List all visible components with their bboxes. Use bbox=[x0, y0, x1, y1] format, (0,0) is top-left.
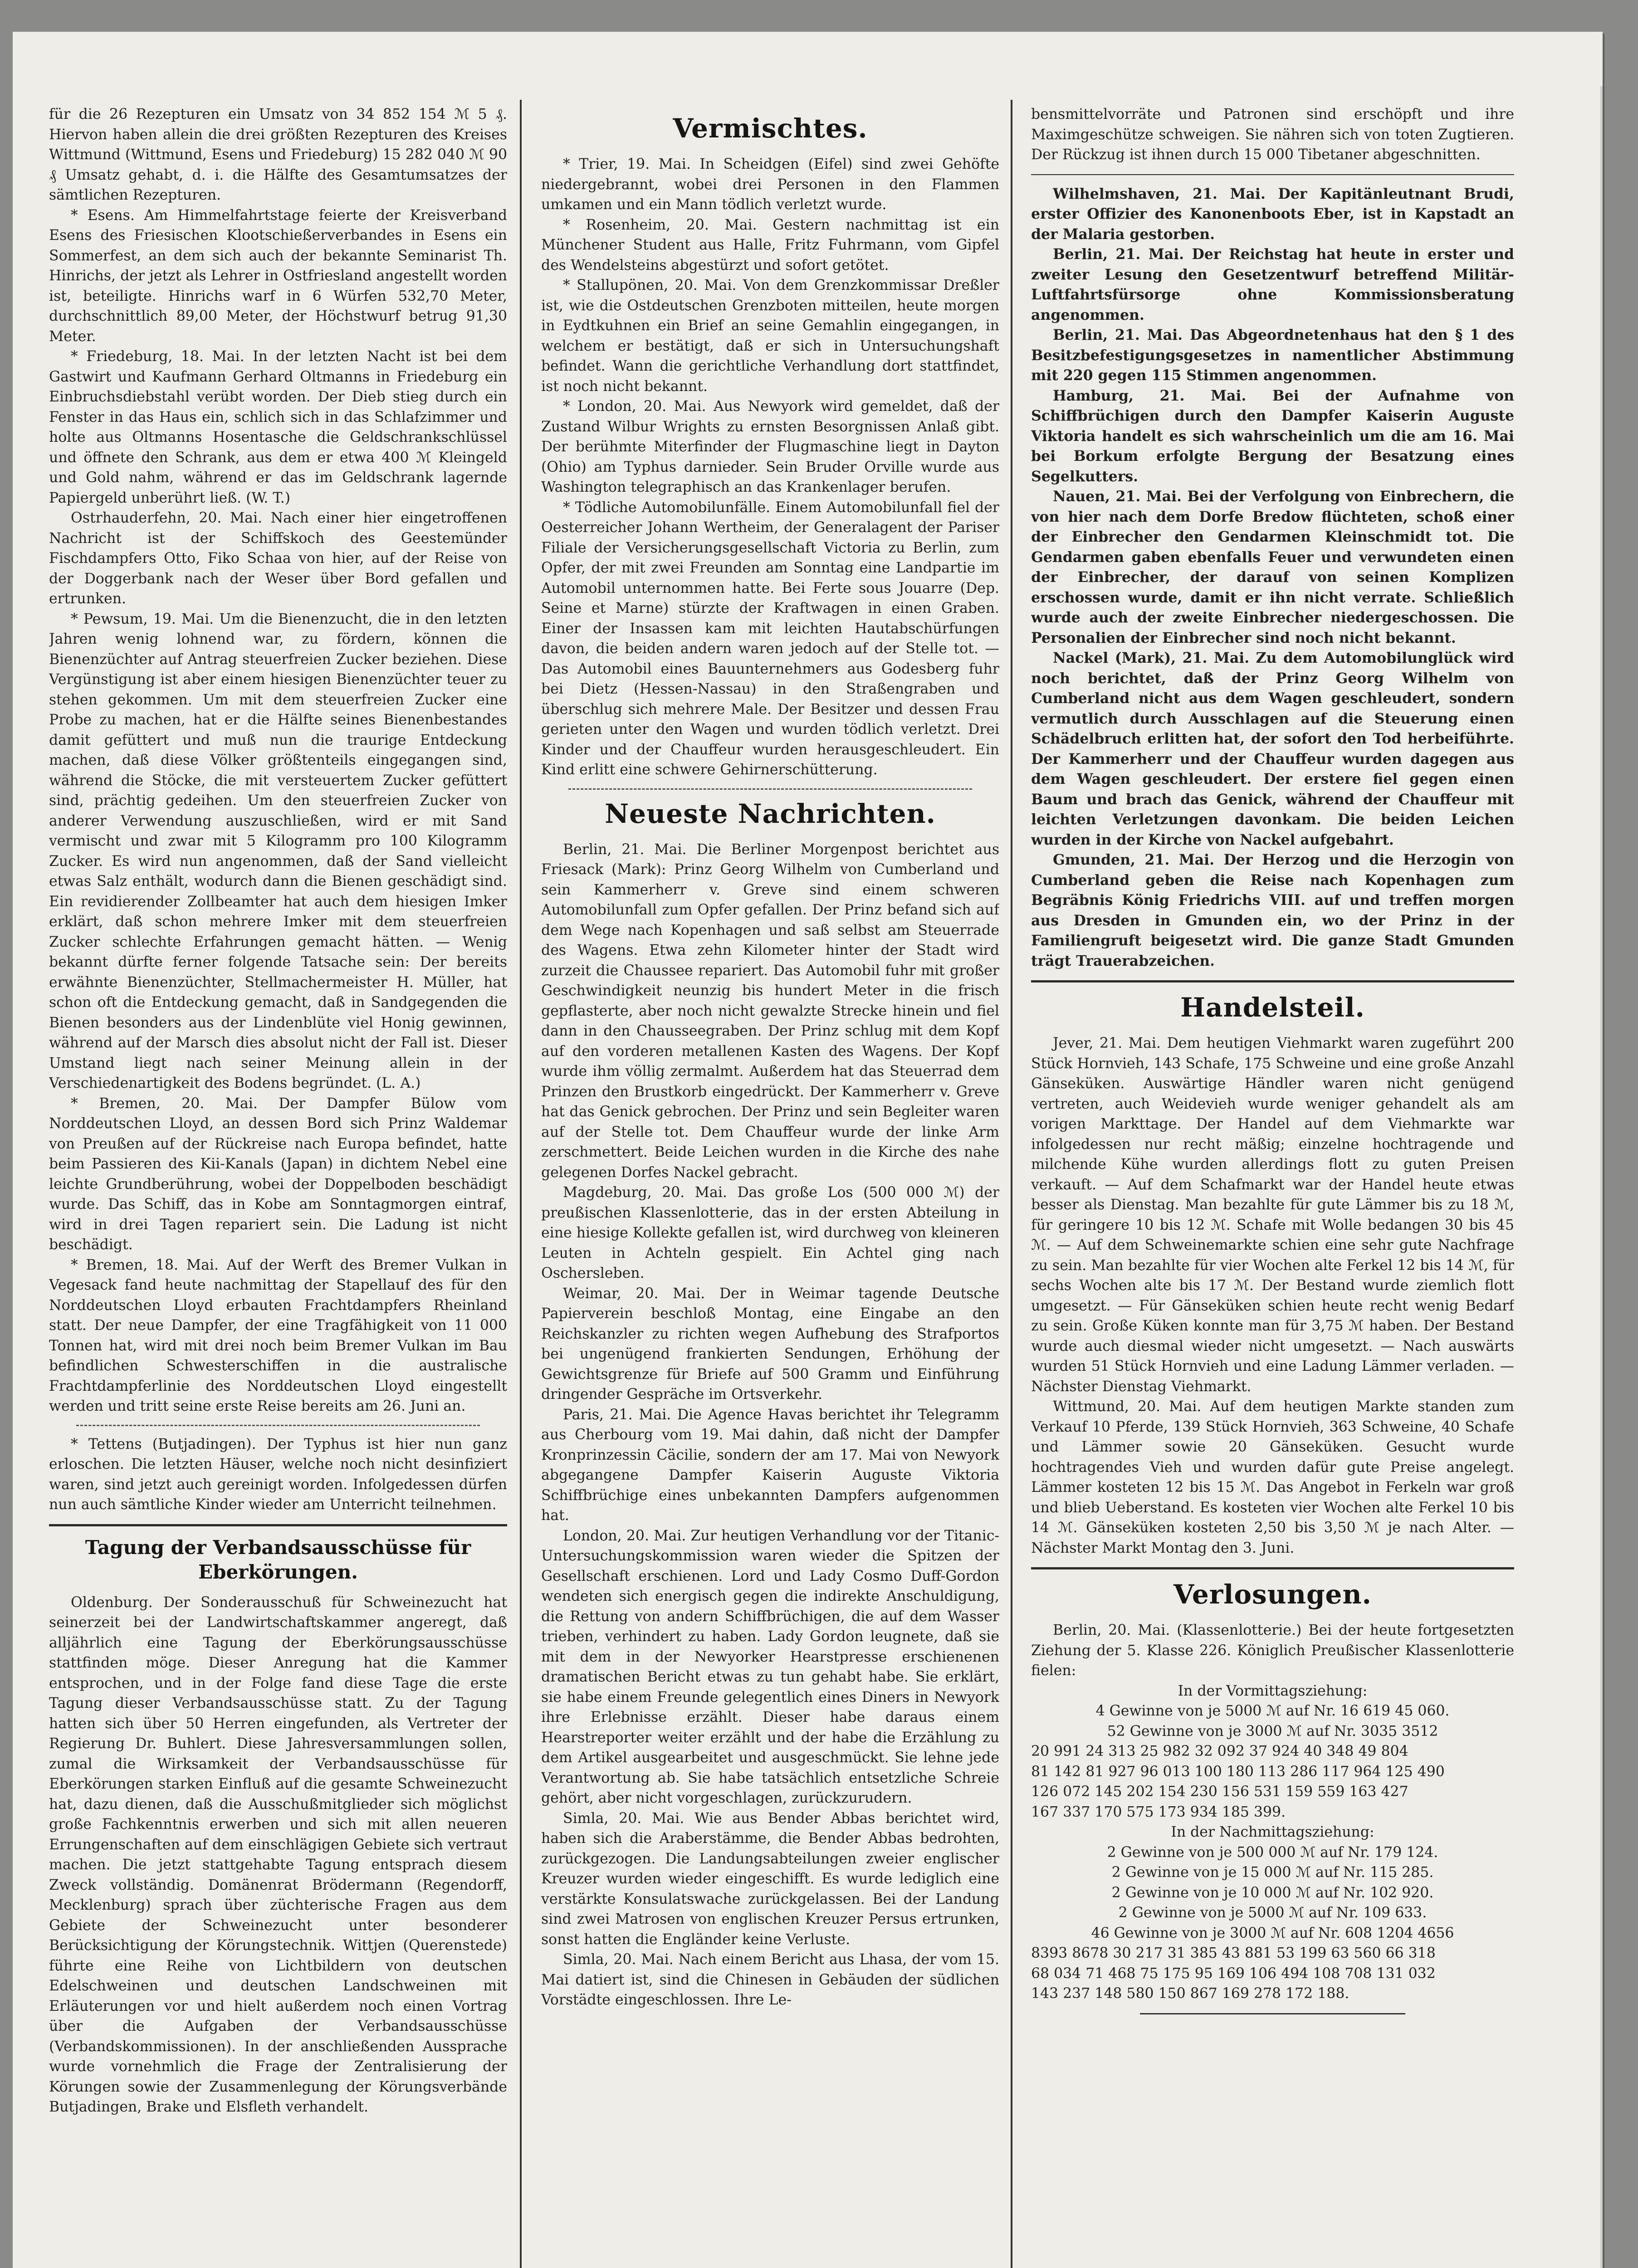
paragraph: * Esens. Am Himmelfahrtstage feierte der Kreisverband Esens des Friesischen Klootschießerverbandes in Esens ein Sommerfest, an dem sich auch der bekannte Seminarist Th. Hinrichs, der jetzt als Lehrer in Ostfriesland angestellt worden ist, beteiligte. Hinrichs warf in 6 Würfen 532,70 Meter, durchschnittlich 89,00 Meter, der Höchstwurf betrug 91,30 Meter. bbox=[49, 207, 507, 345]
paragraph: * Bremen, 18. Mai. Auf der Werft des Bremer Vulkan in Vegesack fand heute nachmittag der Stapellauf des für den Norddeutschen Lloyd erbauten Frachtdampfers Rheinland statt. Der neue Dampfer, der eine Tragfähigkeit von 11 000 Tonnen hat, wird mit drei noch beim Bremer Vulkan im Bau befindlichen Schwesterschiffen in die australische Frachtdampferlinie des Norddeutschen Lloyd eingestellt werden und tritt seine erste Reise bereits am 26. Juni an. bbox=[49, 1256, 507, 1414]
lottery-line: 81 142 81 927 96 013 100 180 113 286 117 964 125 490 bbox=[1031, 1763, 1445, 1780]
paragraph: Oldenburg. Der Sonderausschuß für Schweinezucht hat seinerzeit bei der Landwirtschaftskammer angeregt, daß alljährlich eine Tagung der Eberkörungsausschüsse stattfinden möge. Dieser Anregung hat die Kammer entsprochen, und in der Folge fand diese Tage die erste Tagung dieser Verbandsausschüsse statt. Zu der Tagung hatten sich über 50 Herren eingefunden, als Vertreter der Regierung Dr. Buhlert. Diese Jahresversammlungen sollen, zumal die Wirksamkeit der Verbandsausschüsse für Eberkörungen starken Einfluß auf die gesamte Schweinezucht hat, dazu dienen, daß die Ausschußmitglieder sich möglichst große Fachkenntnis erwerben und sich mit allen neueren Errungenschaften auf dem einschlägigen Gebiete sich vertraut machen. Die jetzt stattgehabte Tagung entsprach diesem Zweck vollständig. Domänenrat Brödermann (Regendorff, Mecklenburg) sprach über züchterische Fragen aus dem Gebiete der Schweinezucht unter besonderer Berücksichtigung der Körungstechnik. Wittjen (Querenstede) führte eine Reihe von Lichtbildern von deutschen Edelschweinen und deutschen Landschweinen mit Erläuterungen vor und hielt außerdem noch einen Vortrag über die Aufgaben der Verbandsausschüsse (Verbandskommissionen). In der anschließenden Aussprache wurde vornehmlich die Frage der Zentralisierung der Körungen sowie der Zusammenlegung der Körungsverbände Butjadingen, Brake und Elsfleth verhandelt. bbox=[49, 1594, 507, 2115]
paragraph: Jever, 21. Mai. Dem heutigen Viehmarkt waren zugeführt 200 Stück Hornvieh, 143 Schafe, 175 Schweine und eine große Anzahl Gänseküken. Auswärtige Händler waren nicht genügend vertreten, auch Weidevieh wurde weniger gehandelt als am vorigen Markttage. Der Handel auf dem Viehmarkte war infolgedessen nur recht mäßig; einzelne hochtragende und milchende Kühe wurden allerdings flott zu guten Preisen verkauft. — Auf dem Schafmarkt war der Handel heute etwas besser als Dienstag. Man bezahlte für gute Lämmer bis zu 18 ℳ, für geringere 10 bis 12 ℳ. Schafe mit Wolle bedangen 30 bis 45 ℳ. — Auf dem Schweinemarkte schien eine sehr gute Nachfrage zu sein. Man bezahlte für vier Wochen alte Ferkel 12 bis 14 ℳ, für sechs Wochen alte bis 17 ℳ. Der Bestand wurde ziemlich flott umgesetzt. — Für Gänseküken schien heute recht wenig Bedarf zu sein. Große Küken konnte man für 3,75 ℳ haben. Der Bestand wurde auch diesmal wieder nicht umgesetzt. — Nach auswärts wurden 51 Stück Hornvieh und eine Ladung Lämmer verladen. — Nächster Dienstag Viehmarkt. bbox=[1031, 1035, 1514, 1395]
paragraph: Wilhelmshaven, 21. Mai. Der Kapitänleutnant Brudi, erster Offizier des Kanonenboots Eber, ist in Kapstadt an der Malaria gestorben. bbox=[1031, 185, 1514, 243]
paragraph: Wittmund, 20. Mai. Auf dem heutigen Markte standen zum Verkauf 10 Pferde, 139 Stück Hornvieh, 363 Schweine, 40 Schafe und Lämmer sowie 20 Gänseküken. Gesucht wurde hochtragendes Vieh und wurden dafür gute Preise angelegt. Lämmer kosteten 12 bis 15 ℳ. Das Angebot in Ferkeln war groß und blieb Ueberstand. Es kosteten vier Wochen alte Ferkel 10 bis 14 ℳ. Gänseküken kosteten 2,50 bis 3,50 ℳ je nach Alter. — Nächster Markt Montag den 3. Juni. bbox=[1031, 1398, 1514, 1556]
divider bbox=[1031, 1567, 1514, 1569]
section-title: Handelsteil. bbox=[1180, 992, 1365, 1023]
paragraph: London, 20. Mai. Zur heutigen Verhandlung vor der Titanic-Untersuchungskommission waren wieder die Spitzen der Gesellschaft erschienen. Lord und Lady Cosmo Duff-Gordon wendeten sich energisch gegen die indirekte Anschuldigung, die Rettung von andern Schiffbrüchigen, die auf dem Wasser trieben, verhindert zu haben. Lady Gordon leugnete, daß sie mit dem in der Newyorker Hearstpresse erschienenen dramatischen Bericht etwas zu tun gehabt habe. Sie erklärt, sie habe einem Freunde gelegentlich eines Diners in Newyork ihre Erlebnisse erzählt. Dieser habe daraus einem Hearstreporter weiter erzählt und der habe die Erzählung zu dem Artikel ausgearbeitet und ausgeschmückt. Sie lehne jede Verantwortung ab. Sie habe tatsächlich entsetzliche Schreie gehört, aber nicht vorgeschlagen, zurückzurudern. bbox=[541, 1527, 999, 1806]
column-rule-1 bbox=[520, 100, 522, 2268]
paragraph: Berlin, 21. Mai. Der Reichstag hat heute in erster und zweiter Lesung den Gesetzentwurf betreffend Militär-Luftfahrtsfürsorge ohne Kommissionsberatung angenommen. bbox=[1031, 246, 1514, 323]
lottery-line: 68 034 71 468 75 175 95 169 106 494 108 708 131 032 bbox=[1031, 1965, 1436, 1982]
paragraph: Nackel (Mark), 21. Mai. Zu dem Automobilunglück wird noch berichtet, daß der Prinz Georg Wilhelm von Cumberland nicht aus dem Wagen geschleudert, sondern vermutlich durch Ausschlagen auf die Steuerung einen Schädelbruch erlitten hat, der sofort den Tod herbeiführte. Der Kammerherr und der Chauffeur wurden dagegen aus dem Wagen geschleudert. Der erstere fiel gegen einen Baum und brach das Genick, während der Chauffeur mit leichten Verletzungen davonkam. Die beiden Leichen wurden in der Kirche von Nackel aufgebahrt. bbox=[1031, 650, 1514, 848]
divider bbox=[1031, 980, 1514, 982]
paragraph: Nauen, 21. Mai. Bei der Verfolgung von Einbrechern, die von hier nach dem Dorfe Bredow flüchteten, schoß einer der Einbrecher den Gendarmen Kleinschmidt tot. Die Gendarmen gaben ebenfalls Feuer und verwundeten einen der Einbrecher, der darauf von seinen Komplizen erschossen wurde, damit er ihn nicht verrate. Schließlich wurde auch der zweite Einbrecher niedergeschossen. Die Personalien der Einbrecher sind noch nicht bekannt. bbox=[1031, 488, 1514, 646]
lottery-line: 126 072 145 202 154 230 156 531 159 559 163 427 bbox=[1031, 1784, 1408, 1800]
paragraph: * Rosenheim, 20. Mai. Gestern nachmittag ist ein Münchener Student aus Halle, Fritz Fuhrmann, vom Gipfel des Wendelsteins abgestürzt und sofort getötet. bbox=[541, 216, 999, 274]
paragraph: Ostrhauderfehn, 20. Mai. Nach einer hier eingetroffenen Nachricht ist der Schiffskoch des Geestemünder Fischdampfers Otto, Fiko Schaa von hier, auf der Reise von der Doggerbank nach der Weser über Bord gefallen und ertrunken. bbox=[49, 510, 507, 607]
lottery-line: 2 Gewinne von je 15 000 ℳ auf Nr. 115 285. bbox=[1111, 1864, 1434, 1881]
divider bbox=[49, 1524, 507, 1526]
divider bbox=[568, 788, 972, 790]
lottery-line: 2 Gewinne von je 500 000 ℳ auf Nr. 179 124. bbox=[1107, 1844, 1438, 1861]
paragraph: * Friedeburg, 18. Mai. In der letzten Nacht ist bei dem Gastwirt und Kaufmann Gerhard Oltmanns in Friedeburg ein Einbruchsdiebstahl verübt worden. Der Dieb stieg durch ein Fenster in das Haus ein, schlich sich in das Schlafzimmer und holte aus Oltmanns Hosentasche die Geldschrankschlüssel und öffnete den Schrank, aus dem er etwa 400 ℳ Kleingeld und Gold nahm, während er das im Geldschrank lagernde Papiergeld unberührt ließ. (W. T.) bbox=[49, 348, 507, 506]
divider bbox=[1140, 2013, 1405, 2014]
paragraph: * Tödliche Automobilunfälle. Einem Automobilunfall fiel der Oesterreicher Johann Wertheim, der Generalagent der Pariser Filiale der Versicherungsgesellschaft Victoria zu Berlin, zum Opfer, der mit zwei Freunden am Sonntag eine Landpartie im Automobil unternommen hatte. Bei Ferte sous Jouarre (Dep. Seine et Marne) stürzte der Kraftwagen in einen Graben. Einer der Insassen kam mit leichten Hautabschürfungen davon, die beiden andern waren jedoch auf der Stelle tot. — Das Automobil eines Bauunternehmers aus Godesberg fuhr bei Dietz (Hessen-Nassau) in den Straßengraben und überschlug sich mehrere Male. Der Besitzer und dessen Frau gerieten unter den Wagen und wurden tödlich verletzt. Drei Kinder und der Chauffeur wurden herausgeschleudert. Ein Kind erlitt eine schwere Gehirnerschütterung. bbox=[541, 499, 999, 778]
paragraph: Weimar, 20. Mai. Der in Weimar tagende Deutsche Papierverein beschloß Montag, eine Eingabe an den Reichskanzler zu richten wegen Aufhebung des Strafportos bei ungenügend frankierten Sendungen, Erhöhung der Gewichtsgrenze für Briefe auf 500 Gramm und Einführung dringender Gespräche im Ortsverkehr. bbox=[541, 1285, 999, 1403]
paragraph: für die 26 Rezepturen ein Umsatz von 34 852 154 ℳ 5 ₰. Hiervon haben allein die drei größten Rezepturen des Kreises Wittmund (Wittmund, Esens und Friedeburg) 15 282 040 ℳ 90 ₰ Umsatz gehabt, d. i. die Hälfte des Gesamtumsatzes der sämtlichen Rezepturen. bbox=[49, 106, 507, 203]
paragraph: Gmunden, 21. Mai. Der Herzog und die Herzogin von Cumberland geben die Reise nach Kopenhagen zum Begräbnis König Friedrichs VIII. auf und treffen morgen aus Dresden in Gmunden ein, wo der Prinz in der Familiengruft beigesetzt wird. Die ganze Stadt Gmunden trägt Trauerabzeichen. bbox=[1031, 851, 1514, 969]
section-title: Tagung der Verbandsausschüsse für Eberkörungen. bbox=[85, 1536, 471, 1583]
paragraph: Berlin, 20. Mai. (Klassenlotterie.) Bei der heute fortgesetzten Ziehung der 5. Klasse 226. Königlich Preußischer Klassenlotterie fielen: bbox=[1031, 1622, 1514, 1679]
column-left bbox=[49, 104, 507, 2268]
page-edge bbox=[1600, 86, 1603, 2268]
paragraph: * Bremen, 20. Mai. Der Dampfer Bülow vom Norddeutschen Lloyd, an dessen Bord sich Prinz Waldemar von Preußen auf der Rückreise nach Europa befindet, hatte beim Passieren des Kii-Kanals (Japan) in dichtem Nebel eine leichte Grundberührung, wobei der Doppelboden beschädigt wurde. Das Schiff, das in Kobe am Sonntagmorgen eintraf, wird in drei Tagen repariert sein. Die Ladung ist nicht beschädigt. bbox=[49, 1095, 507, 1253]
divider bbox=[1031, 174, 1514, 175]
lottery-line: 4 Gewinne von je 5000 ℳ auf Nr. 16 619 45 060. bbox=[1095, 1703, 1450, 1719]
lottery-line: 8393 8678 30 217 31 385 43 881 53 199 63 560 66 318 bbox=[1031, 1945, 1436, 1961]
paragraph: * Pewsum, 19. Mai. Um die Bienenzucht, die in den letzten Jahren wenig lohnend war, zu fördern, können die Bienenzüchter auf Antrag steuerfreien Zucker beziehen. Diese Vergünstigung ist aber einem hiesigen Bienenzüchter teuer zu stehen gekommen. Um mit dem steuerfreien Zucker eine Probe zu machen, hat er die Hälfte seines Bienenbestandes damit gefüttert und muß nun die traurige Entdeckung machen, daß diese Völker größtenteils eingegangen sind, während die Stöcke, die mit versteuertem Zucker gefüttert sind, prächtig gedeihen. Um den steuerfreien Zucker von anderer Verwendung auszuschließen, wird er mit Sand vermischt und zwar mit 5 Kilogramm pro 100 Kilogramm Zucker. Es wird nun angenommen, daß der Sand vielleicht etwas Salz enthält, wodurch dann die Bienen geschädigt sind. Ein revidierender Zollbeamter hat auch dem hiesigen Imker erklärt, daß schon mehrere Imker mit dem steuerfreien Zucker schlechte Erfahrungen gemacht hätten. — Wenig bekannt dürfte ferner folgende Tatsache sein: Der bereits erwähnte Bienenzüchter, Stellmachermeister H. Müller, hat schon oft die Entdeckung gemacht, daß in Sandgegenden die Bienen besonders aus der Lindenblüte viel Honig gewinnen, während auf der Marsch dies absolut nicht der Fall ist. Dieser Umstand liegt nach seiner Meinung allein in der Verschiedenartigkeit des Bodens begründet. (L. A.) bbox=[49, 611, 507, 1091]
section-title: Neueste Nachrichten. bbox=[605, 798, 936, 829]
paragraph: Magdeburg, 20. Mai. Das große Los (500 000 ℳ) der preußischen Klassenlotterie, das in der ersten Abteilung in eine hiesige Kollekte gefallen ist, wird durchweg von kleineren Leuten in Achteln gespielt. Ein Achtel ging nach Oschersleben. bbox=[541, 1184, 999, 1281]
subheading: In der Nachmittagsziehung: bbox=[1171, 1824, 1374, 1840]
lottery-line: 143 237 148 580 150 867 169 278 172 188. bbox=[1031, 1985, 1350, 2002]
lottery-line: 52 Gewinne von je 3000 ℳ auf Nr. 3035 3512 bbox=[1107, 1723, 1438, 1740]
lottery-line: 46 Gewinne von je 3000 ℳ auf Nr. 608 1204 4656 bbox=[1091, 1925, 1454, 1941]
column-right bbox=[1031, 104, 1514, 2263]
section-title: Verlosungen. bbox=[1173, 1579, 1372, 1610]
section-title: Vermischtes. bbox=[673, 113, 868, 144]
lottery-line: 2 Gewinne von je 10 000 ℳ auf Nr. 102 920. bbox=[1111, 1884, 1434, 1901]
paragraph: * Tettens (Butjadingen). Der Typhus ist hier nun ganz erloschen. Die letzten Häuser, welche noch nicht desinfiziert waren, sind jetzt auch gereinigt worden. Infolgedessen dürfen nun auch sämtliche Kinder wieder am Unterricht teilnehmen. bbox=[49, 1436, 507, 1513]
newspaper-page bbox=[13, 32, 1603, 2268]
paragraph: Simla, 20. Mai. Wie aus Bender Abbas berichtet wird, haben sich die Araberstämme, die Bender Abbas bedrohten, zurückgezogen. Die Landungsabteilungen zweier englischer Kreuzer wurden wieder eingeschifft. Es wurde lediglich eine verstärkte Konsulatswache zurückgelassen. Bei der Landung sind zwei Matrosen von englischen Kreuzer Persus ertrunken, sonst hatten die Engländer keine Verluste. bbox=[541, 1810, 999, 1948]
lottery-line: 2 Gewinne von je 5000 ℳ auf Nr. 109 633. bbox=[1118, 1905, 1427, 1921]
paragraph: Berlin, 21. Mai. Das Abgeordnetenhaus hat den § 1 des Besitzbefestigungsgesetzes in namentlicher Abstimmung mit 220 gegen 115 Stimmen angenommen. bbox=[1031, 327, 1514, 384]
paragraph: * Stallupönen, 20. Mai. Von dem Grenzkommissar Dreßler ist, wie die Ostdeutschen Grenzboten mitteilen, heute morgen in Eydtkuhnen ein Brief an seine Gemahlin eingegangen, in welchem er bestätigt, daß er sich in Untersuchungshaft befindet. Wann die gerichtliche Verhandlung dort stattfindet, ist noch nicht bekannt. bbox=[541, 277, 999, 395]
column-rule-2 bbox=[1011, 100, 1012, 2268]
paragraph: Simla, 20. Mai. Nach einem Bericht aus Lhasa, der vom 15. Mai datiert ist, sind die Chinesen in Gebäuden der südlichen Vorstädte eingeschlossen. Ihre Le- bbox=[541, 1951, 999, 2008]
lottery-line: 20 991 24 313 25 982 32 092 37 924 40 348 49 804 bbox=[1031, 1743, 1408, 1760]
paragraph: * Trier, 19. Mai. In Scheidgen (Eifel) sind zwei Gehöfte niedergebrannt, wobei drei Personen in den Flammen umkamen und ein Mann tödlich verletzt wurde. bbox=[541, 156, 999, 213]
paragraph: bensmittelvorräte und Patronen sind erschöpft und ihre Maximgeschütze schweigen. Sie nähren sich von toten Zugtieren. Der Rückzug ist ihnen durch 15 000 Tibetaner abgeschnitten. bbox=[1031, 106, 1514, 163]
column-middle bbox=[541, 104, 999, 2268]
paragraph: Berlin, 21. Mai. Die Berliner Morgenpost berichtet aus Friesack (Mark): Prinz Georg Wilhelm von Cumberland und sein Kammerherr v. Greve sind einem schweren Automobilunfall zum Opfer gefallen. Der Prinz befand sich auf dem Wege nach Kopenhagen und saß selbst am Steuerrade des Wagens. Etwa zehn Kilometer hinter der Stadt wird zurzeit die Chaussee repariert. Das Automobil fuhr mit großer Geschwindigkeit neunzig bis hundert Meter in die frisch gepflasterte, aber noch nicht gewalzte Strecke hinein und fiel dann in den Chausseegraben. Der Prinz schlug mit dem Kopf auf den vorderen metallenen Kasten des Wagens. Der Kopf wurde ihm völlig zermalmt. Außerdem hat das Steuerrad dem Prinzen den Brustkorb eingedrückt. Der Kammerherr v. Greve hat das Genick gebrochen. Der Prinz und sein Begleiter waren auf der Stelle tot. Dem Chauffeur wurde der linke Arm zerschmettert. Beide Leichen wurden in die Kirche des nahe gelegenen Dorfes Nackel gebracht. bbox=[541, 841, 999, 1181]
paragraph: Hamburg, 21. Mai. Bei der Aufnahme von Schiffbrüchigen durch den Dampfer Kaiserin Auguste Viktoria handelt es sich wahrscheinlich um die am 16. Mai bei Borkum erfolgte Bergung der Besatzung eines Segelkutters. bbox=[1031, 387, 1514, 485]
subheading: In der Vormittagsziehung: bbox=[1178, 1682, 1368, 1699]
divider bbox=[76, 1425, 480, 1426]
lottery-line: 167 337 170 575 173 934 185 399. bbox=[1031, 1804, 1286, 1820]
paragraph: * London, 20. Mai. Aus Newyork wird gemeldet, daß der Zustand Wilbur Wrights zu ernsten Besorgnissen Anlaß gibt. Der berühmte Miterfinder der Flugmaschine liegt in Dayton (Ohio) am Typhus darnieder. Sein Bruder Orville wurde aus Washington telegraphisch an das Krankenlager berufen. bbox=[541, 398, 999, 495]
paragraph: Paris, 21. Mai. Die Agence Havas berichtet ihr Telegramm aus Cherbourg vom 19. Mai dahin, daß nicht der Dampfer Kronprinzessin Cäcilie, sondern der am 17. Mai von Newyork abgegangene Dampfer Kaiserin Auguste Viktoria Schiffbrüchige eines unbekannten Dampfers aufgenommen hat. bbox=[541, 1406, 999, 1524]
